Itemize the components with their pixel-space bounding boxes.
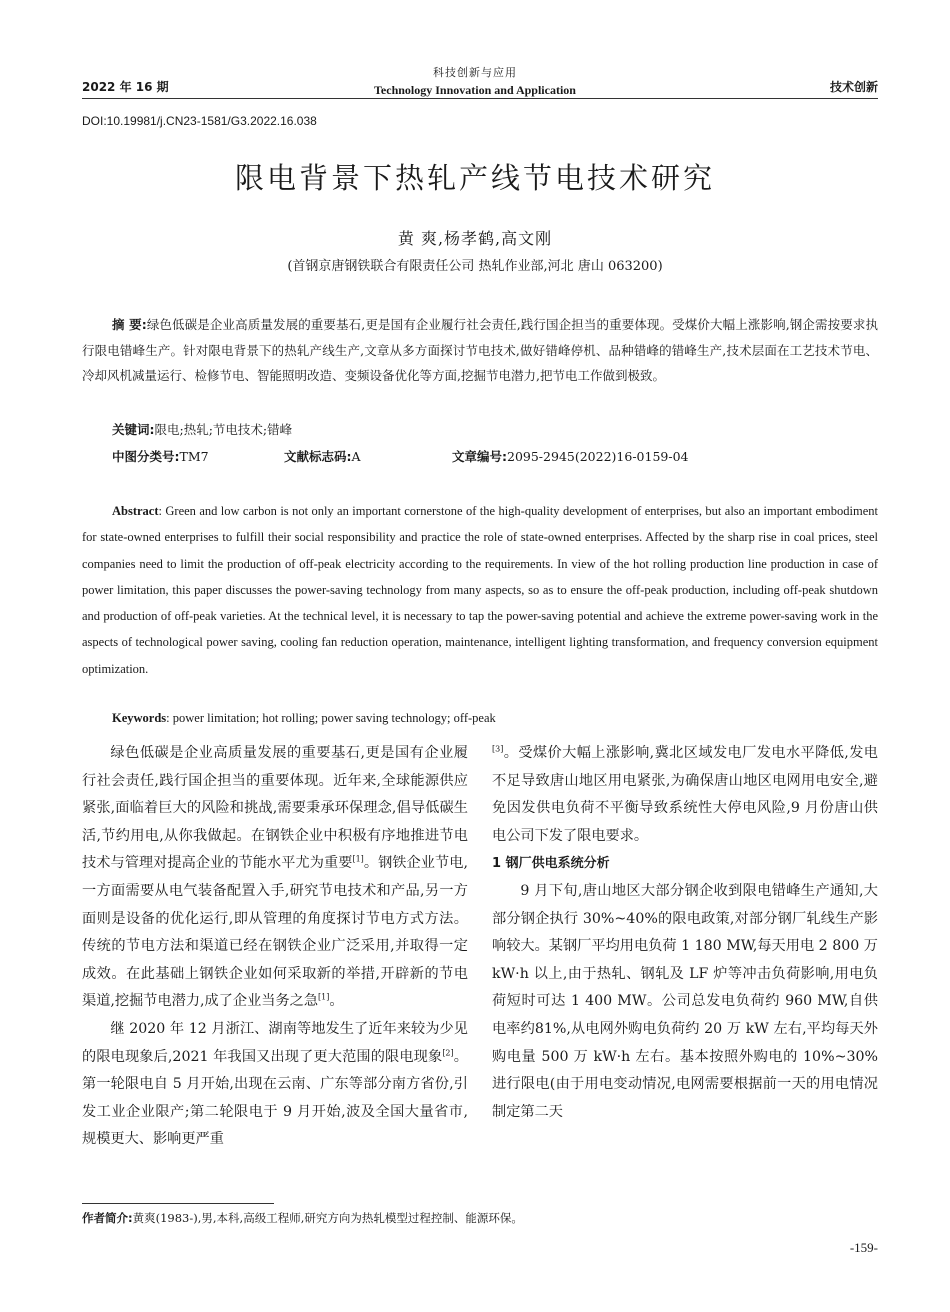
- doc-label: 文献标志码:: [284, 449, 352, 464]
- keywords-cn: [112, 420, 292, 438]
- abstract-en-text: : Green and low carbon is not only an important cornerstone of the high-quality development of enterprises, but also an important embodiment for state-owned enterprises to fulfill their social responsibility and practice the role of state-owned enterprises. Affected by the sharp rise in coal prices, steel companies need to limit the production of off-peak electricity according to the requirements. In view of the hot rolling production line production in case of power limitation, this paper discusses the power-saving technology from many aspects, so as to ensure the off-peak production, including off-peak shutdown and production of off-peak varieties. At the technical level, it is necessary to tap the power-saving potential and achieve the extreme power-saving work in the aspects of technological power saving, cooling fan reduction operation, maintenance, intelligent lighting transformation, and frequency conversion equipment optimization.: [82, 504, 878, 676]
- body-paragraph: 9 月下旬,唐山地区大部分钢企收到限电错峰生产通知,大部分钢企执行 30%~40%的限电政策,对部分钢厂轧线生产影响较大。某钢厂平均用电负荷 1 180 MW,每天用电 2 800 万 kW·h 以上,由于热轧、钢轧及 LF 炉等冲击负荷影响,用电负荷短时可达 1 400 MW。公司总发电负荷约 960 MW,自供电率约81%,从电网外购电负荷约 20 万 kW 左右,平均每天外购电量 500 万 kW·h 左右。基本按照外购电的 10%~30%进行限电(由于用电变动情况,电网需要根据前一天的用电情况制定第二天: [492, 882, 878, 1120]
- body-paragraph: [82, 740, 468, 1016]
- clc-label: 中图分类号:: [112, 449, 180, 464]
- body-text: 。第一轮限电自 5 月开始,出现在云南、广东等部分南方省份,引发工业企业限产;第二轮限电于 9 月开始,波及全国大量省市,规模更大、影响更严重: [82, 1048, 468, 1148]
- journal-name-zh: 科技创新与应用: [433, 66, 517, 79]
- abstract-cn: [82, 312, 878, 389]
- body-column-left: [82, 740, 468, 1154]
- abstract-cn-label: 摘 要:: [112, 317, 147, 332]
- article-id-label: 文章编号:: [452, 449, 507, 464]
- authors: 黄 爽,杨孝鹤,高文刚: [397, 229, 553, 248]
- footnote-label: 作者简介:: [82, 1211, 133, 1225]
- citation[interactable]: [1]: [318, 992, 330, 1002]
- journal-header: [300, 64, 650, 98]
- body-text: 。: [329, 993, 344, 1010]
- body-text: 。钢铁企业节电,一方面需要从电气装备配置入手,研究节电技术和产品,另一方面则是设备的优化运行,即从管理的角度探讨节电方式方法。传统的节电方法和渠道已经在钢铁企业广泛采用,并取得一定成效。在此基础上钢铁企业如何采取新的举措,开辟新的节电渠道,挖掘节电潜力,成了企业当务之急: [82, 855, 468, 1010]
- article-id: [452, 447, 688, 465]
- doi[interactable]: DOI:10.19981/j.CN23-1581/G3.2022.16.038: [82, 114, 317, 128]
- citation[interactable]: [1]: [352, 854, 364, 864]
- author-footnote: [82, 1210, 523, 1226]
- body-column-right: [492, 740, 878, 1126]
- body-text: 继 2020 年 12 月浙江、湖南等地发生了近年来较为少见的限电现象后,2021 年我国又出现了更大范围的限电现象: [82, 1020, 468, 1065]
- abstract-en: [82, 498, 878, 682]
- body-paragraph: [82, 1016, 468, 1154]
- footnote-text: 黄爽(1983-),男,本科,高级工程师,研究方向为热轧模型过程控制、能源环保。: [132, 1211, 523, 1225]
- paper-title: 限电背景下热轧产线节电技术研究: [234, 161, 715, 195]
- header-issue: 2022 年 16 期: [82, 80, 169, 94]
- keywords-en-text: : power limitation; hot rolling; power saving technology; off-peak: [166, 711, 496, 725]
- affiliation: (首钢京唐钢铁联合有限责任公司 热轧作业部,河北 唐山 063200): [287, 259, 663, 274]
- doc-code: [284, 447, 361, 465]
- body-text: 绿色低碳是企业高质量发展的重要基石,更是国有企业履行社会责任,践行国企担当的重要体现。近年来,全球能源供应紧张,面临着巨大的风险和挑战,需要秉承环保理念,倡导低碳生活,节约用电,从你我做起。在钢铁企业中积极有序地推进节电技术与管理对提高企业的节能水平尤为重要: [82, 745, 468, 872]
- body-text: 。受煤价大幅上涨影响,冀北区域发电厂发电水平降低,发电不足导致唐山地区用电紧张,为确保唐山地区电网用电安全,避免因发供电负荷不平衡导致系统性大停电风险,9 月份唐山供电公司下发了限电要求。: [492, 745, 878, 844]
- footnote-rule: [82, 1203, 274, 1204]
- keywords-cn-text: 限电;热轧;节电技术;错峰: [154, 422, 293, 437]
- article-id-value: 2095-2945(2022)16-0159-04: [507, 449, 689, 464]
- header-rule: [82, 98, 878, 99]
- body-paragraph-continued: [492, 740, 878, 850]
- keywords-en: [112, 711, 496, 726]
- journal-name-en: Technology Innovation and Application: [374, 83, 576, 97]
- citation[interactable]: [3]: [492, 744, 504, 754]
- citation[interactable]: [2]: [442, 1047, 454, 1057]
- abstract-en-label: Abstract: [112, 504, 159, 518]
- doc-value: A: [351, 449, 361, 464]
- keywords-en-label: Keywords: [112, 711, 167, 725]
- section-heading: 1 钢厂供电系统分析: [492, 856, 610, 872]
- header-section: 技术创新: [829, 80, 878, 94]
- classification-row: [112, 447, 812, 467]
- abstract-cn-text: 绿色低碳是企业高质量发展的重要基石,更是国有企业履行社会责任,践行国企担当的重要体现。受煤价大幅上涨影响,钢企需按要求执行限电错峰生产。针对限电背景下的热轧产线生产,文章从多方面探讨节电技术,做好错峰停机、品种错峰的错峰生产,技术层面在工艺技术节电、冷却风机减量运行、检修节电、智能照明改造、变频设备优化等方面,挖掘节电潜力,把节电工作做到极致。: [82, 317, 878, 383]
- keywords-cn-label: 关键词:: [112, 422, 155, 437]
- clc-code: [112, 447, 209, 465]
- page-number: -159-: [849, 1240, 878, 1255]
- clc-value: TM7: [179, 449, 209, 464]
